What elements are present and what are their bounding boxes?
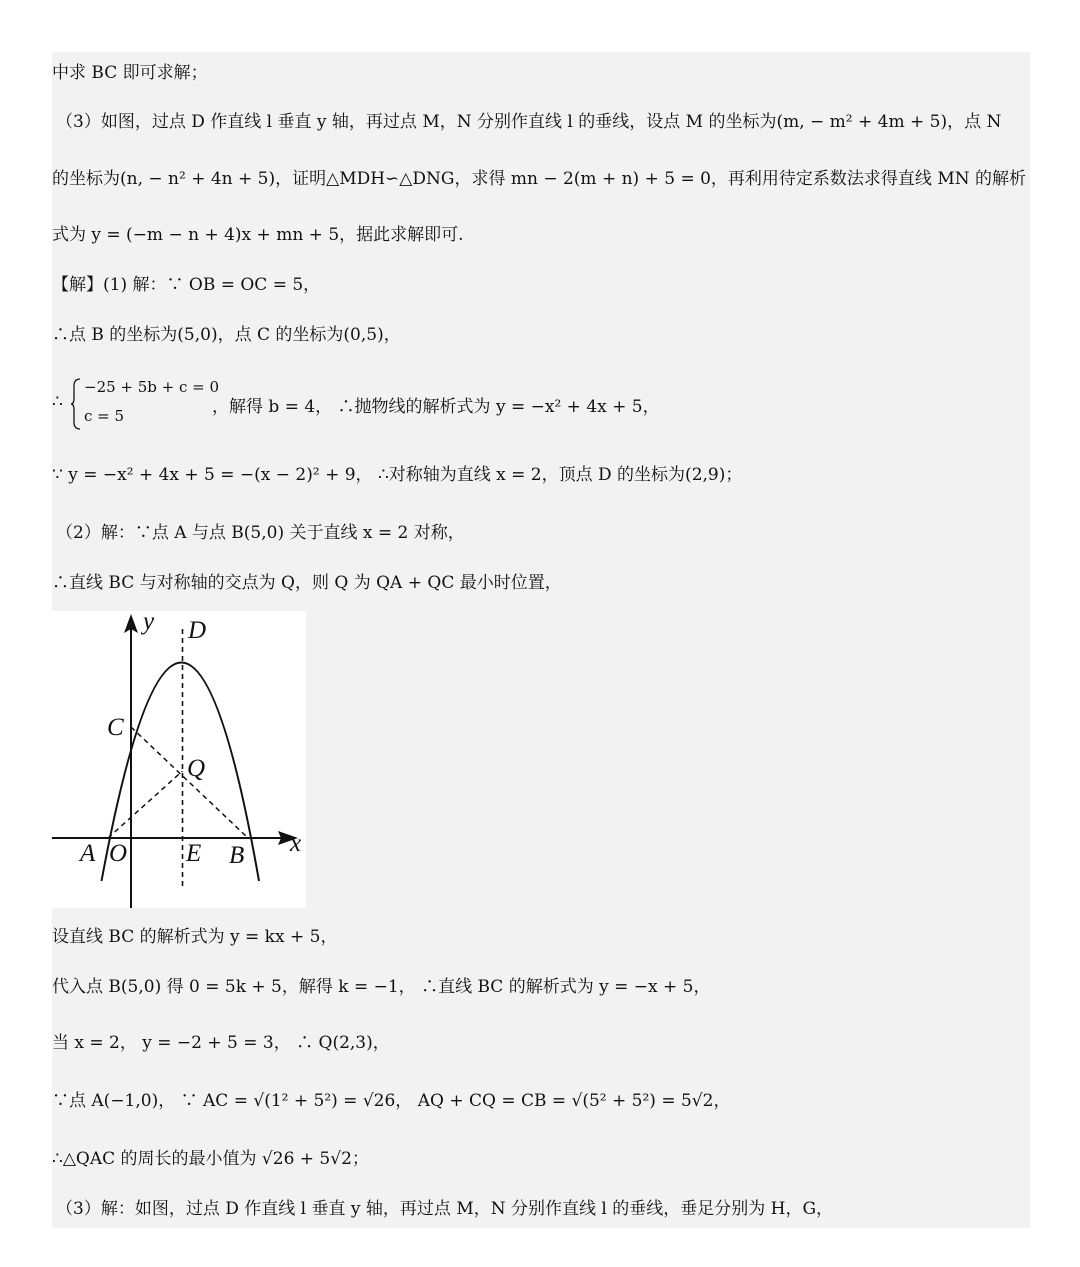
text-line-substitute: 代入点 B(5,0) 得 0 = 5k + 5，解得 k = −1， ∴直线 BC 的解析式为 y = −x + 5，	[52, 977, 711, 997]
text-line-2: （3）如图，过点 D 作直线 l 垂直 y 轴，再过点 M，N 分别作直线 l 的垂线，设点 M 的坐标为(m, − m² + 4m + 5)，点 N	[56, 112, 1002, 132]
label-y: y	[143, 611, 155, 635]
text-line-4: 式为 y = (−m − n + 4)x + mn + 5，据此求解即可.	[52, 225, 464, 245]
solution-part-1-heading: 【解】(1) 解：∵ OB = OC = 5，	[52, 275, 321, 295]
label-o: O	[109, 840, 128, 867]
label-q: Q	[187, 755, 206, 782]
parabola-figure	[52, 611, 306, 908]
text-line-intersection: ∴直线 BC 与对称轴的交点为 Q，则 Q 为 QA + QC 最小时位置，	[52, 573, 562, 593]
label-e: E	[186, 840, 202, 867]
label-b: B	[229, 842, 245, 869]
document-page	[52, 52, 1030, 1228]
solution-part-2-heading: （2）解：∵点 A 与点 B(5,0) 关于直线 x = 2 对称，	[56, 523, 465, 543]
solution-part-3-heading: （3）解：如图，过点 D 作直线 l 垂直 y 轴，再过点 M，N 分别作直线 l 的垂线，垂足分别为 H，G，	[56, 1199, 834, 1219]
system-equation-1: −25 + 5b + c = 0	[84, 378, 220, 396]
text-line-q-point: 当 x = 2， y = −2 + 5 = 3， ∴ Q(2,3)，	[52, 1033, 390, 1053]
label-x: x	[290, 830, 302, 857]
left-brace-icon	[70, 378, 82, 430]
system-equation-2: c = 5	[84, 407, 125, 425]
segment-cb	[131, 727, 248, 838]
text-line-perimeter: ∴△QAC 的周长的最小值为 √26 + 5√2；	[52, 1149, 369, 1169]
text-line-3: 的坐标为(n, − n² + 4n + 5)，证明△MDH∽△DNG，求得 mn − 2(m + n) + 5 = 0，再利用待定系数法求得直线 MN 的解析	[52, 169, 1027, 189]
label-c: C	[107, 714, 124, 741]
system-result: ，解得 b = 4， ∴抛物线的解析式为 y = −x² + 4x + 5，	[212, 397, 660, 417]
label-a: A	[80, 840, 96, 867]
text-line-1: 中求 BC 即可求解；	[52, 63, 208, 83]
equation-system	[52, 374, 1030, 434]
segment-aq	[108, 771, 183, 838]
text-line-point-coords: ∴点 B 的坐标为(5,0)，点 C 的坐标为(0,5)，	[52, 325, 401, 345]
text-line-line-bc: 设直线 BC 的解析式为 y = kx + 5，	[52, 927, 338, 947]
text-line-vertex: ∵ y = −x² + 4x + 5 = −(x − 2)² + 9， ∴对称轴为直线 x = 2，顶点 D 的坐标为(2,9)；	[52, 465, 743, 485]
label-d: D	[188, 617, 207, 644]
text-line-lengths: ∵点 A(−1,0)， ∵ AC = √(1² + 5²) = √26， AQ + CQ = CB = √(5² + 5²) = 5√2，	[52, 1091, 731, 1111]
therefore-symbol: ∴	[52, 392, 63, 412]
